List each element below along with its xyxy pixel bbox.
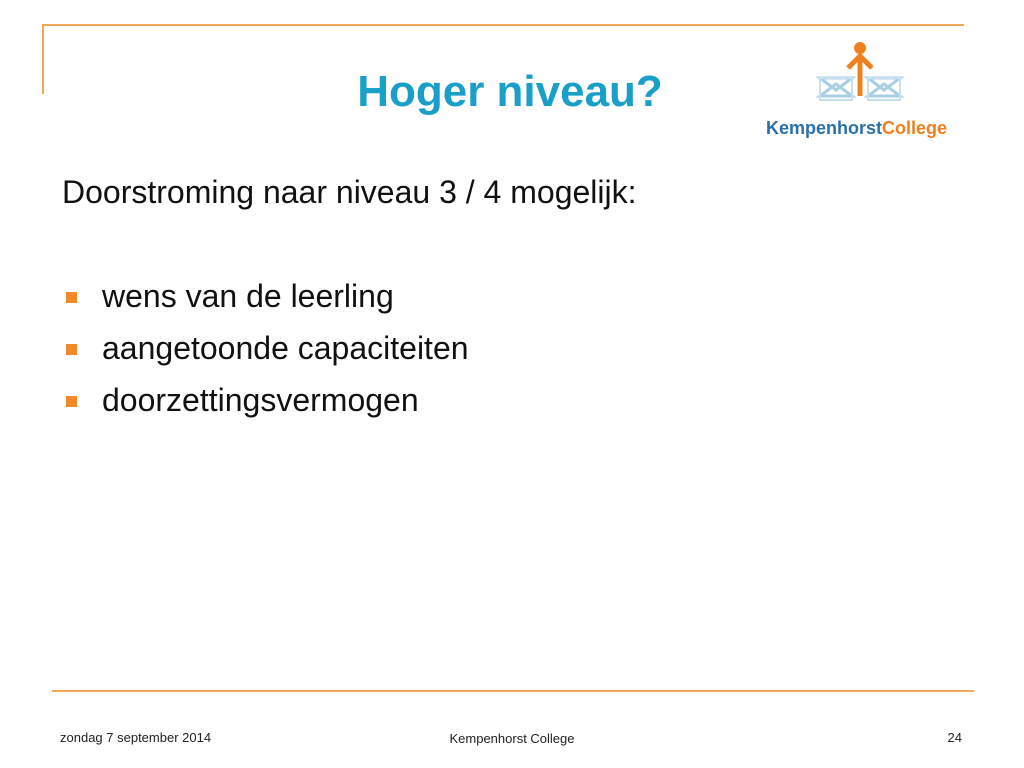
footer-organization: Kempenhorst College bbox=[449, 731, 575, 746]
square-bullet-icon bbox=[66, 396, 77, 407]
square-bullet-icon bbox=[66, 292, 77, 303]
kempenhorst-college-logo bbox=[760, 40, 960, 140]
page-number: 24 bbox=[947, 730, 962, 745]
top-frame-line bbox=[42, 24, 964, 26]
logo-word-kempenhorst: Kempenhorst bbox=[766, 118, 883, 138]
logo-emblem-icon bbox=[760, 40, 960, 120]
bullet-text: doorzettingsvermogen bbox=[102, 382, 419, 418]
logo-word-college: College bbox=[882, 118, 948, 138]
footer-divider bbox=[52, 690, 974, 692]
bullet-item bbox=[62, 374, 469, 426]
bullet-item bbox=[62, 270, 469, 322]
left-frame-line bbox=[42, 24, 44, 94]
square-bullet-icon bbox=[66, 344, 77, 355]
footer-date: zondag 7 september 2014 bbox=[60, 730, 212, 745]
intro-text: Doorstroming naar niveau 3 / 4 mogelijk: bbox=[62, 174, 637, 210]
bullet-text: wens van de leerling bbox=[102, 278, 394, 314]
slide-title: Hoger niveau? bbox=[357, 67, 663, 116]
logo-wordmark bbox=[766, 118, 947, 139]
bullet-text: aangetoonde capaciteiten bbox=[102, 330, 469, 366]
bullet-list bbox=[62, 270, 469, 426]
bullet-item bbox=[62, 322, 469, 374]
